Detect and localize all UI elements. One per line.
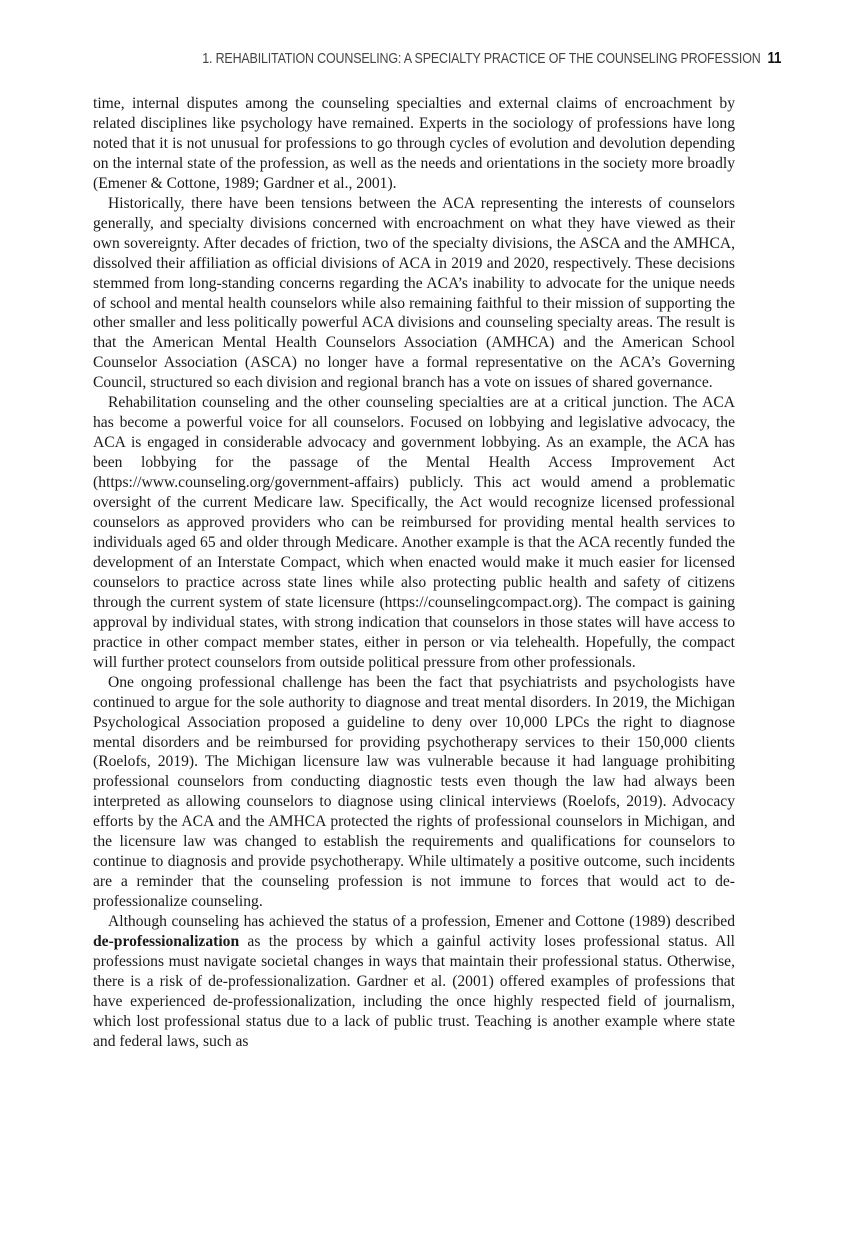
page-number: 11: [767, 50, 781, 67]
paragraph-continued: time, internal disputes among the counseling specialties and external claims of encroachment by related disciplines like psychology have remained. Experts in the sociology of professions have long noted that it is not unusual for professions to go through cycles of evolution and devolution depending on the internal state of the profession, as well as the needs and orientations in the society more broadly (Emener & Cottone, 1989; Gardner et al., 2001).: [93, 95, 735, 192]
paragraph-text-before: Although counseling has achieved the status of a profession, Emener and Cottone (1989) described: [108, 913, 735, 931]
body-text: [93, 94, 735, 1052]
running-head: [202, 50, 781, 68]
chapter-title: 1. REHABILITATION COUNSELING: A SPECIALTY PRACTICE OF THE COUNSELING PROFESSION: [202, 51, 761, 67]
paragraph-critical-junction: Rehabilitation counseling and the other counseling specialties are at a critical junction. The ACA has become a powerful voice for all counselors. Focused on lobbying and legislative advocacy, the ACA is engaged in considerable advocacy and government lobbying. As an example, the ACA has been lobbying for the passage of the Mental Health Access Improvement Act (https://www.counseling.org/government-affairs) publicly. This act would amend a problematic oversight of the current Medicare law. Specifically, the Act would recognize licensed professional counselors as approved providers who can be reimbursed for providing mental health services to individuals aged 65 and older through Medicare. Another example is that the ACA recently funded the development of an Interstate Compact, which when enacted would make it much easier for licensed counselors to practice across state lines while also protecting public health and safety of citizens through the current system of state licensure (https://counselingcompact.org). The compact is gaining approval by individual states, with strong indication that counselors in those states will have access to practice in other compact member states, either in person or via telehealth. Hopefully, the compact will further protect counselors from outside political pressure from other professionals.: [93, 394, 735, 671]
paragraph-diagnosis-challenge: One ongoing professional challenge has been the fact that psychiatrists and psychologists have continued to argue for the sole authority to diagnose and treat mental disorders. In 2019, the Michigan Psychological Association proposed a guideline to deny over 10,000 LPCs the right to diagnose mental disorders and be reimbursed for providing psychotherapy services to their 150,000 clients (Roelofs, 2019). The Michigan licensure law was vulnerable because it had language prohibiting professional counselors from conducting diagnostic tests even though the law had always been interpreted as allowing counselors to diagnose using clinical interviews (Roelofs, 2019). Advocacy efforts by the ACA and the AMHCA protected the rights of professional counselors in Michigan, and the licensure law was changed to establish the requirements and qualifications for counselors to continue to diagnosis and provide psychotherapy. While ultimately a positive outcome, such incidents are a reminder that the counseling profession is not immune to forces that would act to de-professionalize counseling.: [93, 673, 735, 911]
paragraph-aca-tensions: Historically, there have been tensions between the ACA representing the interests of counselors generally, and specialty divisions concerned with encroachment on what they have viewed as their own sovereignty. After decades of friction, two of the specialty divisions, the ASCA and the AMHCA, dissolved their affiliation as official divisions of ACA in 2019 and 2020, respectively. These decisions stemmed from long-standing concerns regarding the ACA’s inability to advocate for the unique needs of school and mental health counselors while also remaining faithful to their mission of supporting the other smaller and less politically powerful ACA divisions and counseling specialty areas. The result is that the American Mental Health Counselors Association (AMHCA) and the American School Counselor Association (ASCA) no longer have a formal representative on the ACA’s Governing Council, structured so each division and regional branch has a vote on issues of shared governance.: [93, 194, 735, 392]
paragraph-text-after: as the process by which a gainful activity loses professional status. All professions must navigate societal changes in ways that maintain their professional status. Otherwise, there is a risk of de-professionalization. Gardner et al. (2001) offered examples of professions that have experienced de-professionalization, including the once highly respected field of journalism, which lost professional status due to a lack of public trust. Teaching is another example where state and federal laws, such as: [93, 933, 735, 1050]
key-term: de-professionalization: [93, 933, 240, 951]
paragraph-de-professionalization: [93, 912, 735, 1052]
